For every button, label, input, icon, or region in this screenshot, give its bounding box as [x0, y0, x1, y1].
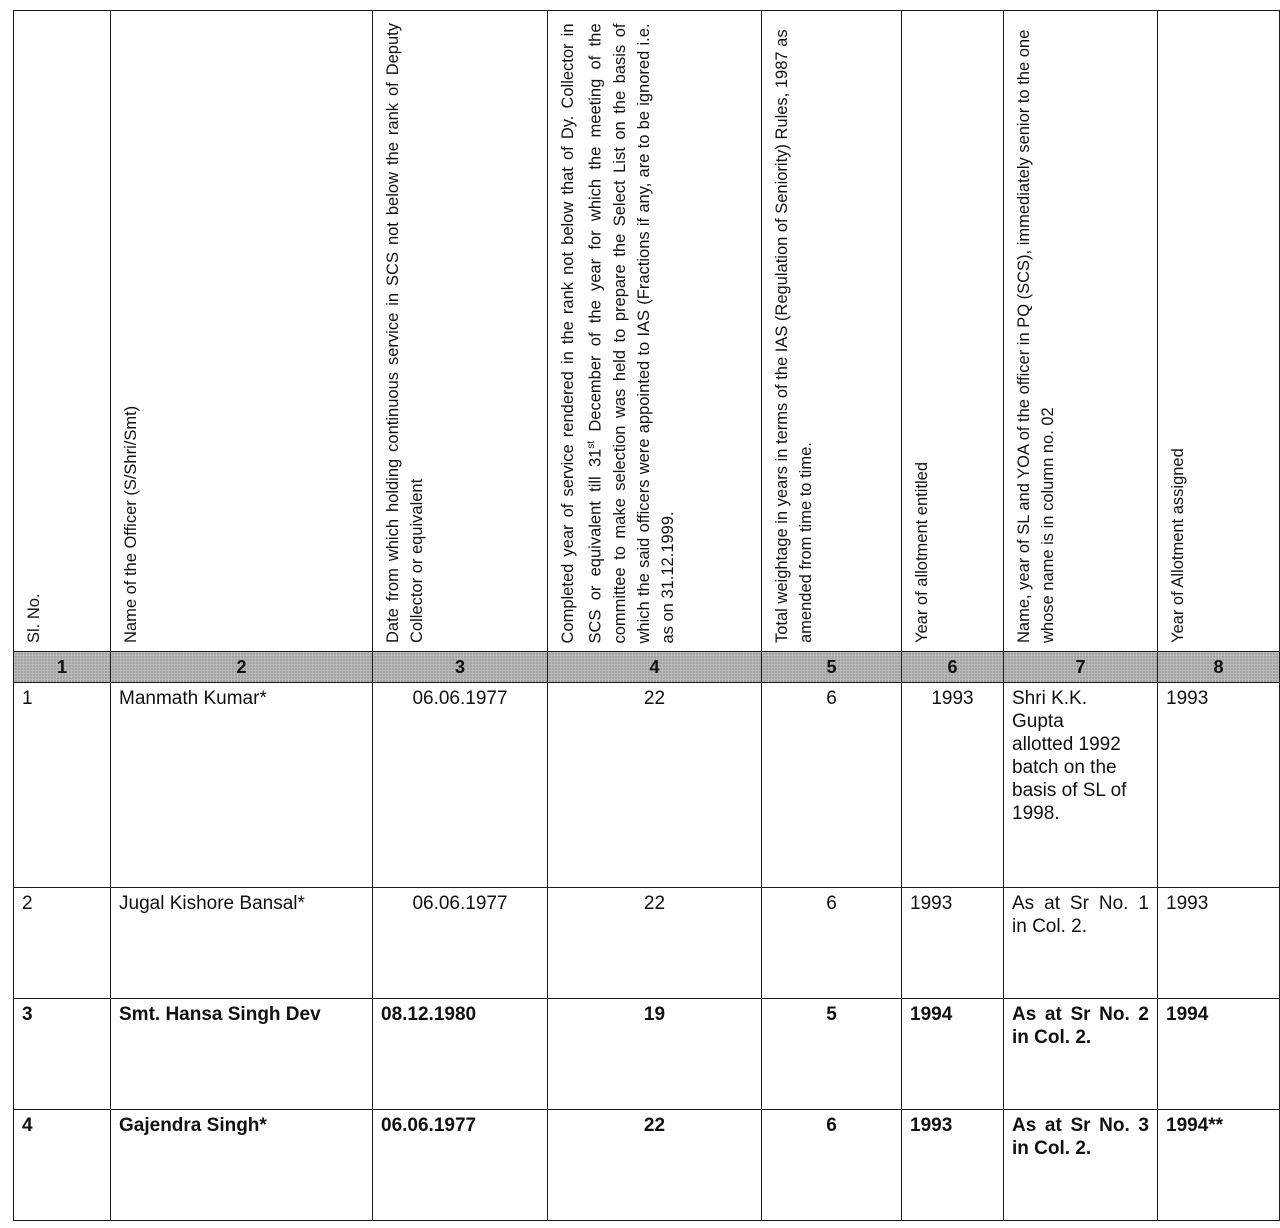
column-number: 7 — [1004, 652, 1158, 683]
table-row — [14, 888, 1280, 999]
officer-name-cell: Jugal Kishore Bansal* — [111, 888, 373, 999]
weightage-cell: 5 — [762, 999, 902, 1110]
service-date-cell: 06.06.1977 — [373, 888, 548, 999]
yoa-assigned-cell: 1994** — [1158, 1110, 1280, 1221]
officer-name-cell: Gajendra Singh* — [111, 1110, 373, 1221]
header-completed-years: Completed year of service rendered in the rank not below that of Dy. Collector in SCS or equivalent till 31st December of the year for which the meeting of the committee to make selection was held to prepare the Select List on the basis of which the said officers were appointed to IAS (Fractions if any, are to be ignored i.e. as on 31.12.1999. — [548, 11, 762, 652]
service-date-cell: 06.06.1977 — [373, 1110, 548, 1221]
table-row — [14, 1110, 1280, 1221]
senior-officer-cell: As at Sr No. 1 in Col. 2. — [1004, 888, 1158, 999]
service-date-cell: 08.12.1980 — [373, 999, 548, 1110]
weightage-cell: 6 — [762, 888, 902, 999]
yoa-assigned-cell: 1993 — [1158, 683, 1280, 888]
header-senior-officer: Name, year of SL and YOA of the officer in PQ (SCS), immediately senior to the one whose name is in column no. 02 — [1004, 11, 1158, 652]
column-number: 5 — [762, 652, 902, 683]
header-yoa-assigned: Year of Allotment assigned — [1158, 11, 1280, 652]
weightage-cell: 6 — [762, 1110, 902, 1221]
column-number: 6 — [902, 652, 1004, 683]
column-number: 2 — [111, 652, 373, 683]
column-number: 1 — [14, 652, 111, 683]
header-sl-no: Sl. No. — [14, 11, 111, 652]
sl-no-cell: 1 — [14, 683, 111, 888]
completed-years-cell: 22 — [548, 1110, 762, 1221]
sl-no-cell: 3 — [14, 999, 111, 1110]
table-row — [14, 683, 1280, 888]
yoa-entitled-cell: 1993 — [902, 888, 1004, 999]
sl-no-cell: 4 — [14, 1110, 111, 1221]
officer-name-cell: Smt. Hansa Singh Dev — [111, 999, 373, 1110]
column-number: 8 — [1158, 652, 1280, 683]
completed-years-cell: 22 — [548, 683, 762, 888]
column-number: 4 — [548, 652, 762, 683]
header-yoa-entitled: Year of allotment entitled — [902, 11, 1004, 652]
yoa-entitled-cell: 1993 — [902, 1110, 1004, 1221]
header-row — [14, 11, 1280, 652]
completed-years-cell: 22 — [548, 888, 762, 999]
header-total-weightage: Total weightage in years in terms of the IAS (Regulation of Seniority) Rules, 1987 as amended from time to time. — [762, 11, 902, 652]
yoa-assigned-cell: 1994 — [1158, 999, 1280, 1110]
senior-officer-cell: Shri K.K. Gupta allotted 1992 batch on the basis of SL of 1998. — [1004, 683, 1158, 888]
senior-officer-cell: As at Sr No. 3 in Col. 2. — [1004, 1110, 1158, 1221]
column-number-row — [14, 652, 1280, 683]
yoa-entitled-cell: 1994 — [902, 999, 1004, 1110]
weightage-cell: 6 — [762, 683, 902, 888]
header-service-date: Date from which holding continuous service in SCS not below the rank of Deputy Collector or equivalent — [373, 11, 548, 652]
header-officer-name: Name of the Officer (S/Shri/Smt) — [111, 11, 373, 652]
yoa-entitled-cell: 1993 — [902, 683, 1004, 888]
allotment-table — [13, 10, 1280, 1221]
yoa-assigned-cell: 1993 — [1158, 888, 1280, 999]
table-row — [14, 999, 1280, 1110]
service-date-cell: 06.06.1977 — [373, 683, 548, 888]
completed-years-cell: 19 — [548, 999, 762, 1110]
senior-officer-cell: As at Sr No. 2 in Col. 2. — [1004, 999, 1158, 1110]
column-number: 3 — [373, 652, 548, 683]
sl-no-cell: 2 — [14, 888, 111, 999]
officer-name-cell: Manmath Kumar* — [111, 683, 373, 888]
